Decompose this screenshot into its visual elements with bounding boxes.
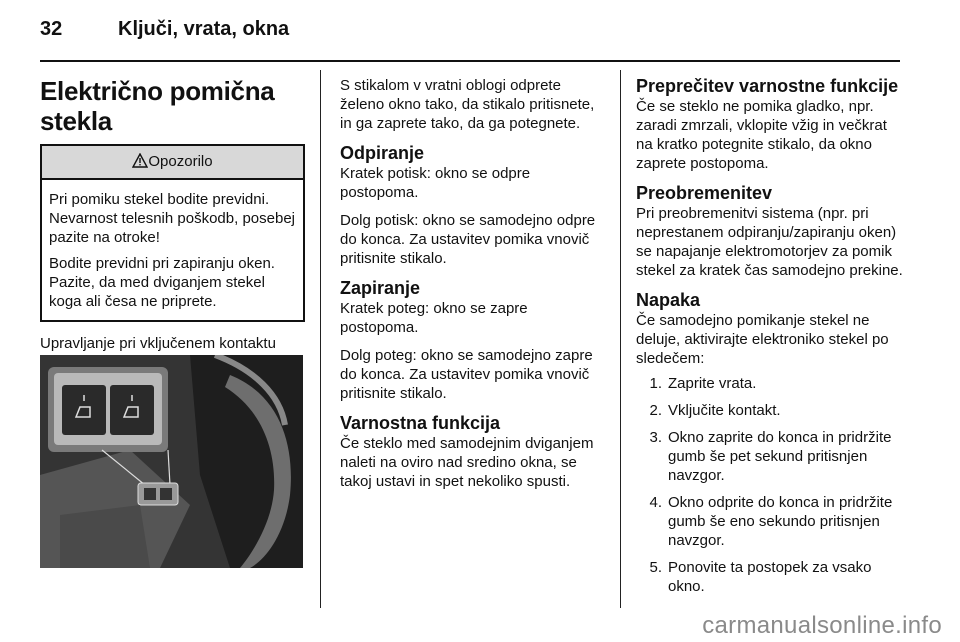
close-long-paragraph: Dolg poteg: okno se samodejno zapre do konca. Za ustavitev pomika vnovič pritisnite stikalo.: [340, 347, 593, 402]
column-3: [636, 76, 904, 604]
subheading-open: Odpiranje: [340, 143, 425, 163]
warning-box: [40, 144, 305, 322]
list-item: 1. Zaprite vrata.: [649, 375, 757, 392]
open-short-paragraph: Kratek potisk: okno se odpre postopoma.: [340, 165, 531, 201]
subheading-safety: Varnostna funkcija: [340, 413, 501, 433]
subheading-override: Preprečitev varnostne funkcije: [636, 76, 899, 96]
subheading-fault: Napaka: [636, 290, 701, 310]
column-2: [340, 76, 608, 500]
warning-paragraph: Bodite previdni pri zapiranju oken. Pazite, da med dviganjem stekel koga ali česa ne priprete.: [49, 255, 275, 310]
column-divider: [320, 70, 321, 608]
column-divider: [620, 70, 621, 608]
fault-paragraph: Če samodejno pomikanje stekel ne deluje, aktivirajte elektroniko stekel po sledečem:: [636, 312, 889, 367]
warning-header: [42, 146, 303, 180]
header-rule: [40, 60, 900, 62]
section-title: Ključi, vrata, okna: [118, 18, 290, 40]
window-switch-photo: [40, 355, 303, 568]
warning-triangle-icon: [132, 153, 148, 168]
watermark-url: carmanualsonline.info: [702, 612, 942, 639]
page-title: Električno pomična stekla: [40, 76, 275, 136]
subheading-close: Zapiranje: [340, 278, 421, 298]
warning-paragraph: Pri pomiku stekel bodite previdni. Nevarnost telesnih poškodb, posebej pazite na otroke!: [49, 191, 295, 246]
intro-paragraph: S stikalom v vratni oblogi odprete želeno okno tako, da stikalo pritisnete, in ga zaprete tako, da ga potegnete.: [340, 77, 595, 132]
page-header: [40, 18, 920, 58]
subheading-overload: Preobremenitev: [636, 183, 773, 203]
list-item: 5. Ponovite ta postopek za vsako okno.: [649, 559, 872, 595]
overload-paragraph: Pri preobremenitvi sistema (npr. pri neprestanem odpiranju/zapiranju oken) se napajanje elektromotorjev za pomik stekel za kratek čas samodejno prekine.: [636, 205, 903, 279]
operation-paragraph: Upravljanje pri vključenem kontaktu: [40, 334, 305, 372]
warning-heading: Opozorilo: [148, 153, 213, 170]
safety-paragraph: Če steklo med samodejnim dviganjem naleti na oviro nad sredino okna, se takoj ustavi in spet nekoliko spusti.: [340, 435, 594, 490]
open-long-paragraph: Dolg potisk: okno se samodejno odpre do konca. Za ustavitev pomika vnovič pritisnite stikalo.: [340, 212, 596, 267]
close-short-paragraph: Kratek poteg: okno se zapre postopoma.: [340, 300, 528, 336]
list-item: 3. Okno zaprite do konca in pridržite gumb še pet sekund pritisnjen navzgor.: [649, 429, 892, 484]
page-number: 32: [40, 18, 63, 40]
list-item: 2. Vključite kontakt.: [649, 402, 781, 419]
list-item: 4. Okno odprite do konca in pridržite gumb še eno sekundo pritisnjen navzgor.: [649, 494, 893, 549]
override-paragraph: Če se steklo ne pomika gladko, npr. zaradi zmrzali, vklopite vžig in večkrat na kratko potegnite stikalo, da okno zaprete postopoma.: [636, 98, 887, 172]
steps-list: [636, 374, 904, 596]
warning-body: [42, 180, 303, 320]
